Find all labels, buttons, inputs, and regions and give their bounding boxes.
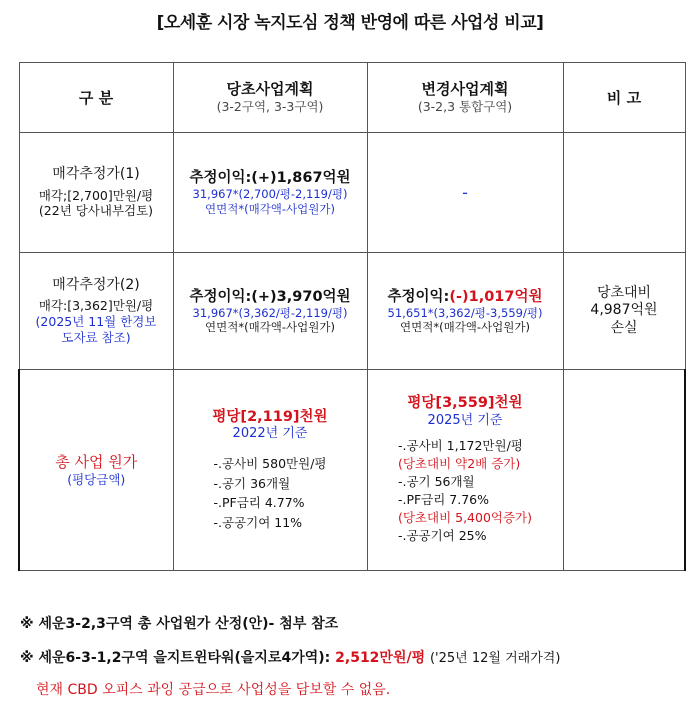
header-row	[19, 63, 685, 133]
row3-changed-item-3-note: (당초대비 5,400억증가)	[397, 510, 533, 526]
header-category: 구 분	[19, 63, 173, 133]
row1-label-cell	[19, 133, 173, 253]
row2-remarks-3: 손실	[610, 319, 638, 336]
row2-changed-cell	[367, 253, 563, 370]
row3-changed-cell	[367, 370, 563, 571]
row3-original-cell	[173, 370, 367, 571]
header-changed-title: 변경사업계획	[421, 80, 509, 99]
row1-original-calc: 31,967*(2,700/평-2,119/평)	[192, 187, 348, 202]
row3-changed-item-4: -.공공기여 25%	[397, 528, 487, 544]
row1-original-cell	[173, 133, 367, 253]
row3-original-item: -.공사비 580만원/평	[213, 456, 327, 472]
header-original-title: 당초사업계획	[226, 80, 314, 99]
header-original-sub: (3-2구역, 3-3구역)	[216, 99, 324, 115]
row-estimate-1	[19, 133, 685, 253]
row2-detail-3: 도자료 참조)	[61, 329, 131, 345]
row2-remarks-1: 당초대비	[596, 284, 652, 301]
row3-label-sub: (평당금액)	[67, 471, 126, 487]
row2-label-cell	[19, 253, 173, 370]
row3-label: 총 사업 원가	[55, 452, 138, 471]
row-estimate-2	[19, 253, 685, 370]
row2-original-cell	[173, 253, 367, 370]
row2-changed-calc: 51,651*(3,362/평-3,559/평)	[387, 305, 543, 320]
row3-changed-unit: 평당[3,559]천원	[407, 395, 523, 412]
note-2	[20, 647, 560, 667]
row3-changed-item-1: -.공사비 1,172만원/평	[397, 437, 523, 453]
document-title: [오세훈 시장 녹지도심 정책 반영에 따른 사업성 비교]	[156, 13, 544, 33]
row2-remarks-cell	[563, 253, 685, 370]
row3-original-base: 2022년 기준	[232, 426, 308, 442]
header-remarks: 비 고	[563, 63, 685, 133]
row-total-cost	[19, 370, 685, 571]
row3-remarks-cell	[563, 370, 685, 571]
row1-detail-1: 매각;[2,700]만원/평	[38, 187, 154, 203]
row3-label-cell	[19, 370, 173, 571]
row1-changed-cell	[367, 133, 563, 253]
comparison-table	[18, 62, 686, 571]
row3-original-list	[214, 454, 327, 532]
row1-original-formula: 연면적*(매각액-사업원가)	[205, 201, 335, 216]
row1-detail-2: (22년 당사내부검토)	[38, 203, 154, 219]
note-2-price: 2,512만원/평	[335, 650, 426, 666]
row3-changed-base: 2025년 기준	[427, 412, 503, 428]
note-2-prefix: ※ 세운6-3-1,2구역 을지트윈타워(을지로4가역):	[20, 650, 336, 666]
row2-remarks-2: 4,987억원	[590, 302, 658, 319]
row2-label: 매각추정가(2)	[52, 276, 140, 293]
row3-original-item: -.PF금리 4.77%	[213, 495, 305, 511]
note-2-suffix: ('25년 12월 거래가격)	[429, 651, 561, 666]
row3-original-item: -.공기 36개월	[213, 475, 291, 491]
row2-original-calc: 31,967*(3,362/평-2,119/평)	[192, 305, 348, 320]
header-original-plan	[173, 63, 367, 133]
row2-changed-profit: 추정이익:(-)1,017억원	[387, 288, 543, 305]
warning-text: 현재 CBD 오피스 과잉 공급으로 사업성을 담보할 수 없음.	[36, 682, 391, 698]
row3-original-item: -.공공기여 11%	[213, 514, 303, 530]
row2-original-profit: 추정이익:(+)3,970억원	[189, 288, 351, 305]
row3-changed-list	[398, 437, 532, 546]
row2-detail-2: (2025년 11월 한경보	[35, 313, 157, 329]
header-changed-plan	[367, 63, 563, 133]
row3-changed-item-1-note: (당초대비 약2배 증가)	[397, 455, 521, 471]
header-changed-sub: (3-2,3 통합구역)	[417, 99, 513, 115]
row3-changed-item-2: -.공기 56개월	[397, 474, 475, 490]
row1-changed-dash: -	[462, 182, 468, 202]
row3-changed-item-3: -.PF금리 7.76%	[397, 492, 490, 508]
row2-original-formula: 연면적*(매각액-사업원가)	[205, 320, 335, 335]
row2-changed-loss: (-)1,017억원	[449, 288, 543, 305]
row3-original-unit: 평당[2,119]천원	[212, 409, 328, 426]
row1-original-profit: 추정이익:(+)1,867억원	[189, 170, 351, 187]
row2-changed-formula: 연면적*(매각액-사업원가)	[400, 320, 530, 335]
note-1: ※ 세운3-2,3구역 총 사업원가 산정(안)- 첨부 참조	[20, 616, 339, 632]
row2-detail-1: 매각:[3,362]만원/평	[38, 298, 154, 314]
row1-label: 매각추정가(1)	[52, 166, 140, 183]
row1-remarks-cell	[563, 133, 685, 253]
